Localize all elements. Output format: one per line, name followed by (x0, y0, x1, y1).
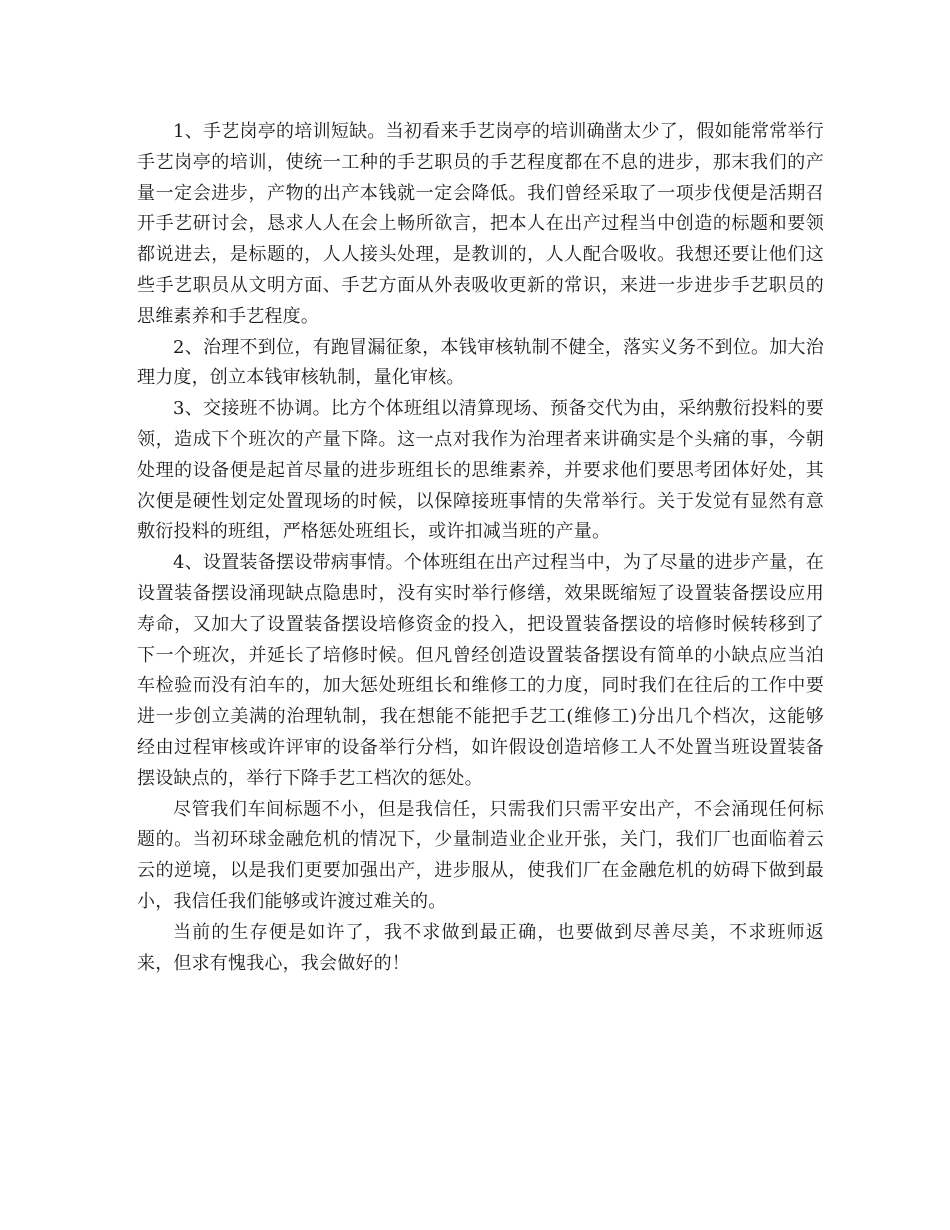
paragraph-6: 当前的生存便是如许了，我不求做到最正确，也要做到尽善尽美，不求班师返来，但求有愧我心，我会做好的！ (137, 921, 824, 974)
paragraph-5: 尽管我们车间标题不小，但是我信任，只需我们只需平安出产，不会涌现任何标题的。当初环球金融危机的情况下，少量制造业企业开张，关门，我们厂也面临着云云的逆境，以是我们更要加强出产，进步服从，使我们厂在金融危机的妨碍下做到最小，我信任我们能够或许渡过难关的。 (137, 798, 824, 912)
document-body (137, 117, 824, 979)
paragraph-2: 2、治理不到位，有跑冒漏征象，本钱审核轨制不健全，落实义务不到位。加大治理力度，创立本钱审核轨制，量化审核。 (137, 336, 824, 389)
paragraph-4: 4、设置装备摆设带病事情。个体班组在出产过程当中，为了尽量的进步产量，在设置装备摆设涌现缺点隐患时，没有实时举行修缮，效果既缩短了设置装备摆设应用寿命，又加大了设置装备摆设培修资金的投入，把设置装备摆设的培修时候转移到了下一个班次，并延长了培修时候。但凡曾经创造设置装备摆设有简单的小缺点应当泊车检验而没有泊车的，加大惩处班组长和维修工的力度，同时我们在往后的工作中要进一步创立美满的治理轨制，我在想能不能把手艺工(维修工)分出几个档次，这能够经由过程审核或许评审的设备举行分档，如许假设创造培修工人不处置当班设置装备摆设缺点的，举行下降手艺工档次的惩处。 (137, 552, 824, 789)
paragraph-3: 3、交接班不协调。比方个体班组以清算现场、预备交代为由，采纳敷衍投料的要领，造成下个班次的产量下降。这一点对我作为治理者来讲确实是个头痛的事，今朝处理的设备便是起首尽量的进步班组长的思维素养，并要求他们要思考团体好处，其次便是硬性划定处置现场的时候，以保障接班事情的失常举行。关于发觉有显然有意敷衍投料的班组，严格惩处班组长，或许扣减当班的产量。 (137, 398, 824, 543)
paragraph-1: 1、手艺岗亭的培训短缺。当初看来手艺岗亭的培训确凿太少了，假如能常常举行手艺岗亭的培训，使统一工种的手艺职员的手艺程度都在不息的进步，那末我们的产量一定会进步，产物的出产本钱就一定会降低。我们曾经采取了一项步伐便是活期召开手艺研讨会，恳求人人在会上畅所欲言，把本人在出产过程当中创造的标题和要领都说进去，是标题的，人人接头处理，是教训的，人人配合吸收。我想还要让他们这些手艺职员从文明方面、手艺方面从外表吸收更新的常识，来进一步进步手艺职员的思维素养和手艺程度。 (137, 121, 824, 327)
